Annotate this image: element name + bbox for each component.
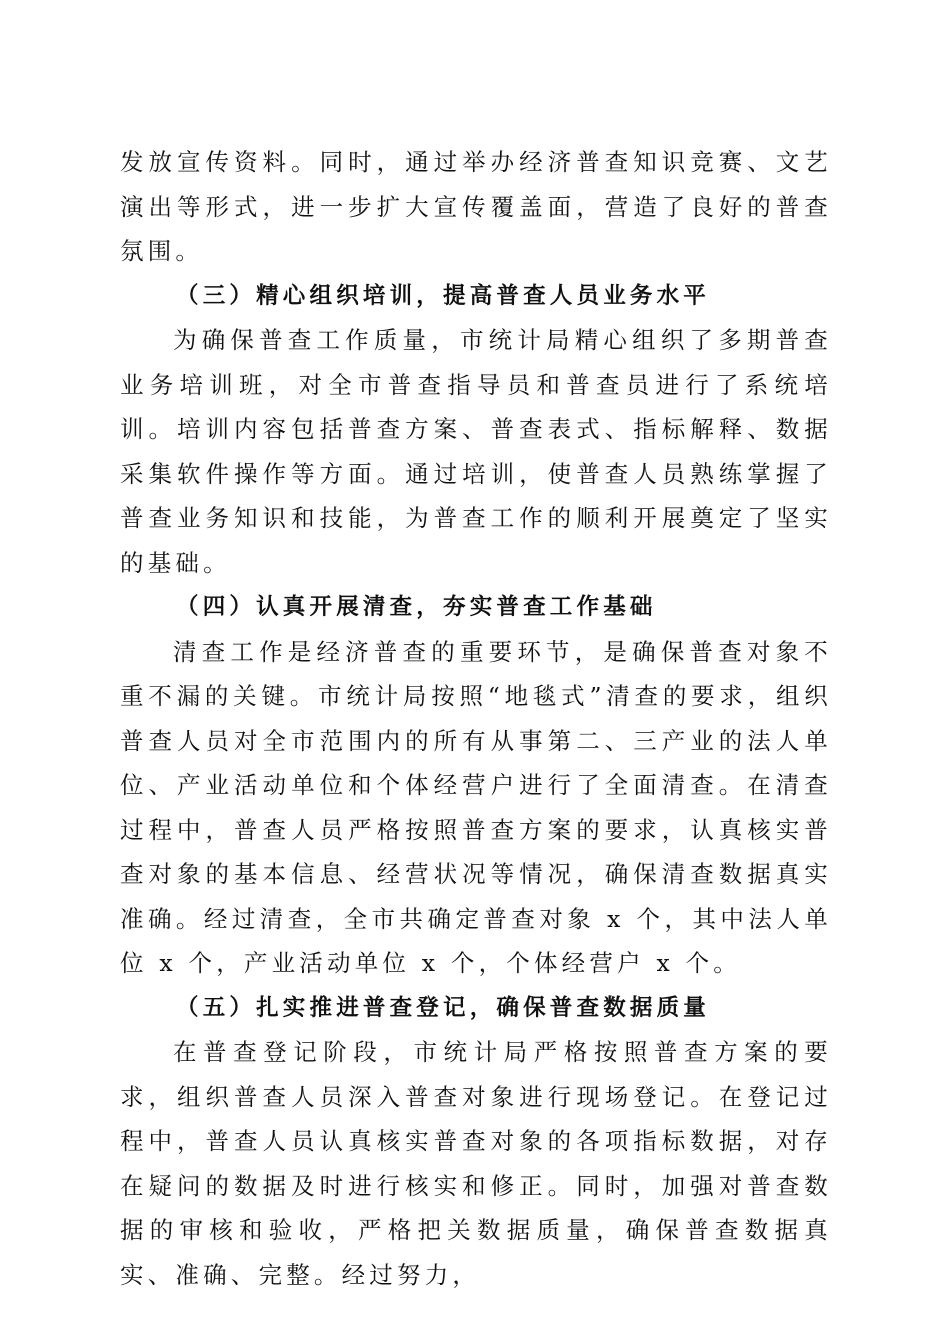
section-heading-registration: （五）扎实推进普查登记，确保普查数据质量 (176, 994, 711, 1021)
paragraph-registration: 在普查登记阶段，市统计局严格按照普查方案的要求，组织普查人员深入普查对象进行现场登记。在登记过程中，普查人员认真核实普查对象的各项指标数据，对存在疑问的数据及时进行核实和修正。同时，加强对普查数据的审核和验收，严格把关数据质量，确保普查数据真实、准确、完整。经过努力， (120, 1038, 832, 1289)
paragraph-publicity-continued: 发放宣传资料。同时，通过举办经济普查知识竞赛、文艺演出等形式，进一步扩大宣传覆盖面，营造了良好的普查氛围。 (120, 148, 832, 265)
section-heading-inventory: （四）认真开展清查，夯实普查工作基础 (176, 594, 657, 620)
paragraph-inventory: 清查工作是经济普查的重要环节，是确保普查对象不重不漏的关键。市统计局按照“地毯式”清查的要求，组织普查人员对全市范围内的所有从事第二、三产业的法人单位、产业活动单位和个体经营户进行了全面清查。在清查过程中，普查人员严格按照普查方案的要求，认真核实普查对象的基本信息、经营状况等情况，确保清查数据真实准确。经过清查，全市共确定普查对象 x 个，其中法人单位 x 个，产业活动单位 x 个，个体经营户 x 个。 (120, 637, 832, 977)
document-body (120, 140, 832, 1297)
paragraph-training: 为确保普查工作质量，市统计局精心组织了多期普查业务培训班，对全市普查指导员和普查员进行了系统培训。培训内容包括普查方案、普查表式、指标解释、数据采集软件操作等方面。通过培训，使普查人员熟练掌握了普查业务知识和技能，为普查工作的顺利开展奠定了坚实的基础。 (120, 326, 832, 577)
section-heading-training: （三）精心组织培训，提高普查人员业务水平 (176, 282, 711, 309)
